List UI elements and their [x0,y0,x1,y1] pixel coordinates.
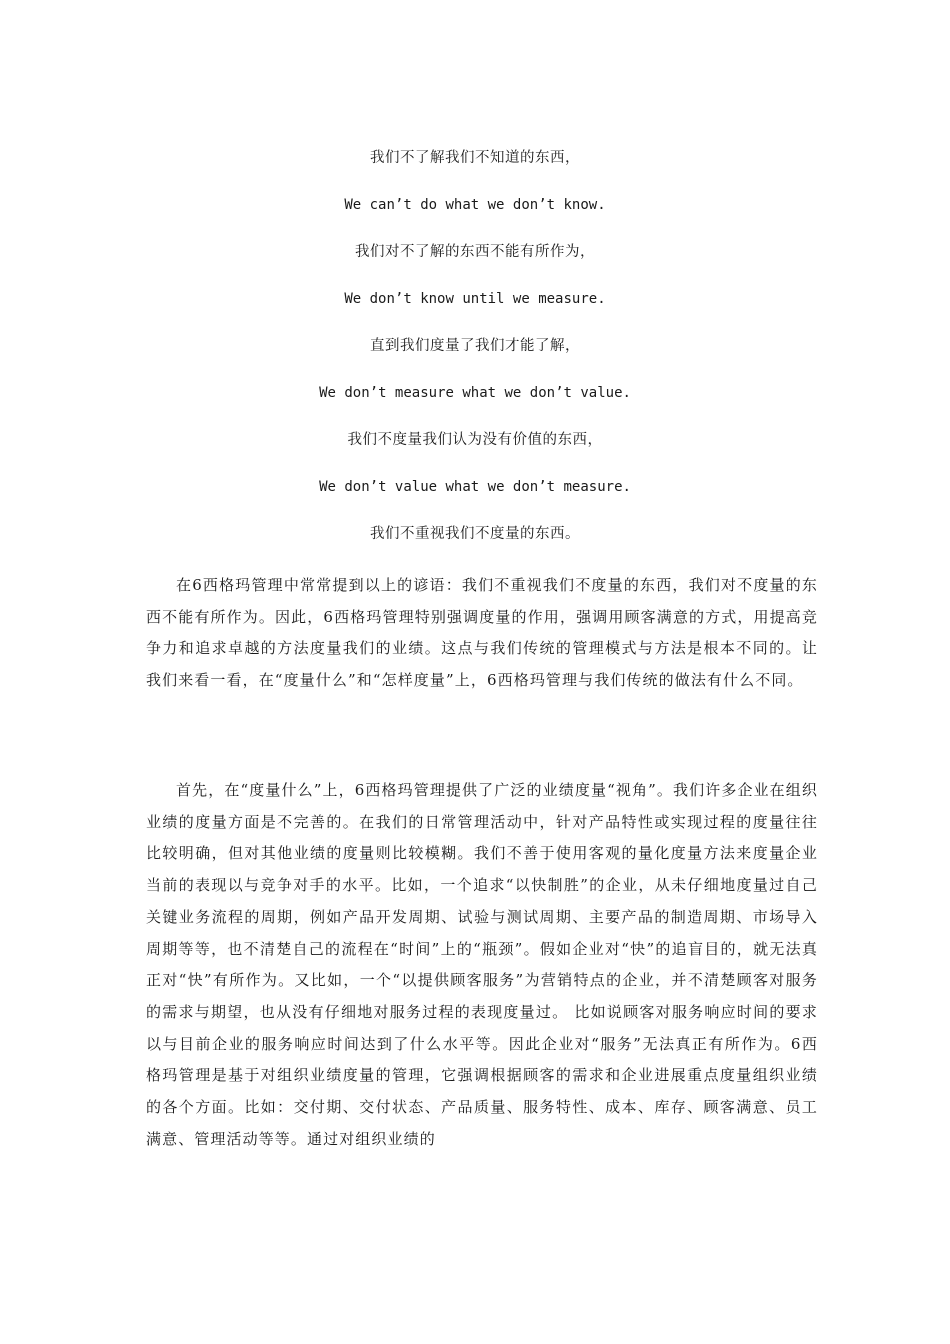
proverb-line: 我们对不了解的东西不能有所作为， [355,244,595,260]
proverb-line: We don’t value what we don’t measure. [319,479,631,495]
proverb-line: 我们不度量我们认为没有价值的东西， [347,432,603,448]
proverb-line: We don’t measure what we don’t value. [319,385,631,401]
proverb-block [0,146,950,569]
proverb-line: 直到我们度量了我们才能了解， [370,338,580,354]
proverb-line: 我们不重视我们不度量的东西。 [370,526,580,542]
body-paragraph: 首先，在“度量什么”上，6西格玛管理提供了广泛的业绩度量“视角”。我们许多企业在组织业绩的度量方面是不完善的。在我们的日常管理活动中，针对产品特性或实现过程的度量往往比较明确，但对其他业绩的度量则比较模糊。我们不善于使用客观的量化度量方法来度量企业当前的表现以与竞争对手的水平。比如，一个追求“以快制胜”的企业，从未仔细地度量过自己关键业务流程的周期，例如产品开发周期、试验与测试周期、主要产品的制造周期、市场导入周期等等，也不清楚自己的流程在“时间”上的“瓶颈”。假如企业对“快”的追盲目的，就无法真正对“快”有所作为。又比如，一个“以提供顾客服务”为营销特点的企业，并不清楚顾客对服务的需求与期望，也从没有仔细地对服务过程的表现度量过。 比如说顾客对服务响应时间的要求以与目前企业的服务响应时间达到了什么水平等。因此企业对“服务”无法真正有所作为。6西格玛管理是基于对组织业绩度量的管理，它强调根据顾客的需求和企业进展重点度量组织业绩的各个方面。比如：交付期、交付状态、产品质量、服务特性、成本、库存、顾客满意、员工满意、管理活动等等。通过对组织业绩的 [146,781,818,1148]
proverb-line: We can’t do what we don’t know. [344,197,606,213]
body-paragraph: 在6西格玛管理中常常提到以上的谚语：我们不重视我们不度量的东西，我们对不度量的东西不能有所作为。因此，6西格玛管理特别强调度量的作用，强调用顾客满意的方式，用提高竞争力和追求卓越的方法度量我们的业绩。这点与我们传统的管理模式与方法是根本不同的。让我们来看一看，在“度量什么”和“怎样度量”上，6西格玛管理与我们传统的做法有什么不同。 [146,576,818,690]
proverb-line: 我们不了解我们不知道的东西， [370,150,580,166]
proverb-line: We don’t know until we measure. [344,291,606,307]
